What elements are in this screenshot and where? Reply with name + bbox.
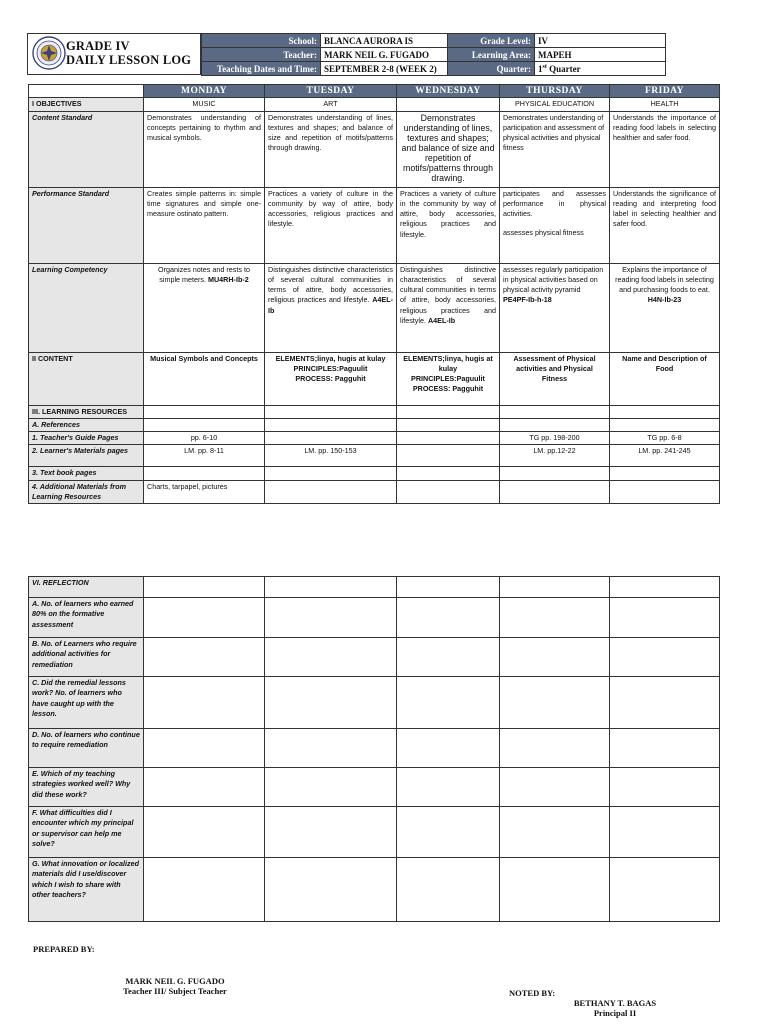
reflection-row-c [29, 677, 720, 729]
reflection-row-a [29, 598, 720, 638]
additional-materials-row [29, 480, 720, 504]
content-wednesday-elements: ELEMENTS;linya, hugis at kulay [403, 353, 493, 373]
day-friday: FRIDAY [610, 85, 720, 98]
content-tuesday-process: PROCESS: Pagguhit [295, 374, 366, 384]
subject-wednesday [397, 98, 500, 111]
reflection-header-row [29, 577, 720, 598]
performance-standard-monday: Creates simple patterns in: simple time signatures and simple one-measure ostinato pattern. [144, 187, 265, 263]
content-tuesday-elements: ELEMENTS;linya, hugis at kulay [275, 353, 386, 363]
preparer-title: Teacher III/ Subject Teacher [123, 986, 227, 996]
references-row [29, 418, 720, 431]
competency-friday-text: Explains the importance of reading food labels in selecting and purchasing foods to eat. [615, 264, 714, 295]
tg-tuesday [265, 432, 397, 445]
performance-standard-label: Performance Standard [29, 187, 144, 263]
noted-by-label: NOTED BY: [509, 988, 556, 998]
reflection-row-b [29, 638, 720, 677]
reflection-row-f [29, 807, 720, 858]
content-tuesday-principles: PRINCIPLES:Paguulit [293, 363, 368, 373]
quarter-label: Quarter: [448, 62, 535, 76]
teacher-label: Teacher: [202, 48, 321, 62]
am-monday: Charts, tarpapel, pictures [144, 480, 265, 504]
performance-standard-row [29, 187, 720, 263]
tg-thursday: TG pp. 198-200 [500, 432, 610, 445]
content-tuesday [265, 352, 397, 405]
title-dll: DAILY LESSON LOG [66, 53, 192, 67]
quarter-suffix: st [542, 63, 547, 70]
content-standard-row [29, 111, 720, 187]
quarter-value [535, 62, 666, 76]
content-thursday: Assessment of Physical activities and Physical Fitness [500, 352, 610, 405]
area-label: Learning Area: [448, 48, 535, 62]
competency-friday [610, 263, 720, 352]
tg-monday: pp. 6-10 [144, 432, 265, 445]
additional-materials-label: 4. Additional Materials from Learning Resources [29, 480, 144, 504]
content-standard-friday: Understands the importance of reading food labels in selecting healthier and safer food. [610, 111, 720, 187]
competency-monday [144, 263, 265, 352]
textbook-row [29, 467, 720, 480]
preparer-name: MARK NEIL G. FUGADO [125, 976, 225, 986]
objectives-label: I OBJECTIVES [29, 98, 144, 111]
day-thursday: THURSDAY [500, 85, 610, 98]
resources-label: III. LEARNING RESOURCES [29, 405, 144, 418]
lm-thursday: LM. pp.12-22 [500, 445, 610, 467]
content-wednesday [397, 352, 500, 405]
noter-name: BETHANY T. BAGAS [573, 998, 657, 1008]
lm-monday: LM. pp. 8-11 [144, 445, 265, 467]
content-friday: Name and Description of Food [610, 352, 720, 405]
objectives-row [29, 98, 720, 111]
teachers-guide-label: 1. Teacher's Guide Pages [29, 432, 144, 445]
quarter-number: 1 [538, 63, 543, 74]
learners-materials-row [29, 445, 720, 467]
document-title [66, 39, 191, 67]
teacher-value: MARK NEIL G. FUGADO [321, 48, 448, 62]
competency-wednesday-code: A4EL-Ib [427, 316, 456, 326]
reflection-item-e: E. Which of my teaching strategies worked well? Why did these work? [29, 768, 144, 807]
deped-seal-icon [32, 36, 66, 70]
references-label: A. References [29, 418, 144, 431]
tg-friday: TG pp. 6-8 [610, 432, 720, 445]
competency-tuesday-text: Distinguishes distinctive characteristics of several cultural communities in terms of attire, body accessories, religious practices and lifestyle. [268, 264, 393, 305]
day-header-row [29, 85, 720, 98]
competency-thursday-text: assesses regularly participation in physical activities based on physical activity pyramid [503, 264, 604, 295]
resources-row [29, 405, 720, 418]
grade-value: IV [535, 34, 666, 48]
day-tuesday: TUESDAY [265, 85, 397, 98]
competency-wednesday [397, 263, 500, 352]
am-tuesday [265, 480, 397, 504]
content-wednesday-principles: PRINCIPLES:Paguulit [411, 374, 485, 384]
teachers-guide-row [29, 432, 720, 445]
reflection-item-b: B. No. of Learners who require additional activities for remediation [29, 638, 144, 677]
grade-label: Grade Level: [448, 34, 535, 48]
performance-standard-thursday-extra: assesses physical fitness [503, 228, 584, 238]
competency-tuesday-code: A4EL-Ib [268, 295, 393, 315]
content-wednesday-process: PROCESS: Pagguhit [412, 384, 484, 394]
subject-monday: MUSIC [144, 98, 265, 111]
title-grade: GRADE IV [66, 39, 130, 53]
competency-wednesday-text: Distinguishes distinctive characteristics of several cultural communities in terms of attire, body accessories, religious practices and lifestyle. [400, 264, 496, 326]
subject-tuesday: ART [265, 98, 397, 111]
textbook-label: 3. Text book pages [29, 467, 144, 480]
reflection-item-d: D. No. of learners who continue to require remediation [29, 729, 144, 768]
area-value: MAPEH [535, 48, 666, 62]
dates-label: Teaching Dates and Time: [202, 62, 321, 76]
tg-wednesday [397, 432, 500, 445]
noter-title: Principal II [593, 1008, 637, 1018]
am-thursday [500, 480, 610, 504]
lm-friday: LM. pp. 241-245 [610, 445, 720, 467]
competency-monday-text: Organizes notes and rests to simple meters. [158, 264, 250, 284]
reflection-item-g: G. What innovation or localized materials did I use/discover which I wish to share with other teachers? [29, 858, 144, 922]
learners-materials-label: 2. Learner's Materials pages [29, 445, 144, 467]
content-standard-thursday: Demonstrates understanding of participation and assessment of physical activities and physical fitness [500, 111, 610, 187]
lesson-log-table [28, 84, 720, 504]
performance-standard-thursday-text: participates and assesses performance in physical activities. [503, 188, 606, 219]
reflection-row-e [29, 768, 720, 807]
content-standard-tuesday: Demonstrates understanding of lines, textures and shapes; and balance of size and repetition of motifs/patterns through drawing. [265, 111, 397, 187]
learning-competency-label: Learning Competency [29, 263, 144, 352]
am-friday [610, 480, 720, 504]
performance-standard-wednesday: Practices a variety of culture in the community by way of attire, body accessories, religious practices and lifestyle. [397, 187, 500, 263]
reflection-table [28, 576, 720, 922]
am-wednesday [397, 480, 500, 504]
title-block [27, 33, 201, 75]
performance-standard-tuesday: Practices a variety of culture in the community by way of attire, body accessories, religious practices and lifestyle. [265, 187, 397, 263]
subject-thursday: PHYSICAL EDUCATION [500, 98, 610, 111]
quarter-word: Quarter [546, 63, 581, 74]
lm-wednesday [397, 445, 500, 467]
performance-standard-friday: Understands the significance of reading and interpreting food label in selecting healthier and safer food. [610, 187, 720, 263]
prepared-by-label: PREPARED BY: [33, 944, 95, 954]
reflection-row-d [29, 729, 720, 768]
school-label: School: [202, 34, 321, 48]
reflection-row-g [29, 858, 720, 922]
content-monday: Musical Symbols and Concepts [144, 352, 265, 405]
content-standard-wednesday: Demonstrates understanding of lines, textures and shapes; and balance of size and repetition of motifs/patterns through drawing. [397, 111, 500, 187]
info-table [201, 33, 666, 76]
reflection-item-a: A. No. of learners who earned 80% on the formative assessment [29, 598, 144, 638]
competency-tuesday [265, 263, 397, 352]
reflection-item-c: C. Did the remedial lessons work? No. of learners who have caught up with the lesson. [29, 677, 144, 729]
competency-friday-code: H4N-Ib-23 [647, 295, 682, 305]
dates-value: SEPTEMBER 2-8 (WEEK 2) [321, 62, 448, 76]
reflection-item-f: F. What difficulties did I encounter which my principal or supervisor can help me solve? [29, 807, 144, 858]
performance-standard-thursday [500, 187, 610, 263]
content-label: II CONTENT [29, 352, 144, 405]
competency-monday-code: MU4RH-Ib-2 [208, 274, 249, 284]
subject-friday: HEALTH [610, 98, 720, 111]
learning-competency-row [29, 263, 720, 352]
content-standard-label: Content Standard [29, 111, 144, 187]
day-monday: MONDAY [144, 85, 265, 98]
competency-thursday-code: PE4PF-Ib-h-18 [503, 295, 552, 305]
content-standard-monday: Demonstrates understanding of concepts pertaining to rhythm and musical symbols. [144, 111, 265, 187]
school-value: BLANCA AURORA IS [321, 34, 448, 48]
noter-signature-block [555, 998, 675, 1018]
preparer-signature-block [100, 976, 250, 996]
lm-tuesday: LM. pp. 150-153 [265, 445, 397, 467]
content-row [29, 352, 720, 405]
competency-thursday [500, 263, 610, 352]
reflection-label: VI. REFLECTION [29, 577, 144, 598]
day-wednesday: WEDNESDAY [397, 85, 500, 98]
